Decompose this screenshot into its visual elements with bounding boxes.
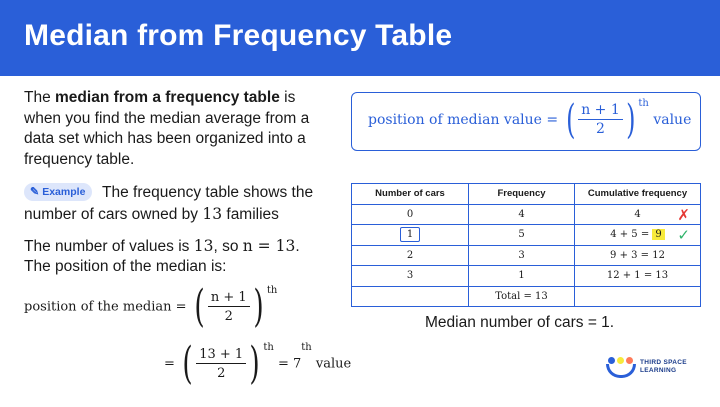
formula-fraction [578,103,623,137]
table-header-row [352,184,701,205]
median-row-highlight: 1 [400,227,420,242]
fraction-n-plus-1 [208,290,250,324]
example-badge [24,183,92,201]
logo-dot-icon [608,357,615,364]
value-word: value [311,356,352,372]
header-cumulative-frequency: Cumulative frequency [575,184,701,205]
formula-value-word: value [653,112,692,128]
frequency-cell: 1 [469,266,575,287]
frequency-cell: 3 [469,245,575,266]
cumulative-sum: 4 + 5 = [610,229,653,241]
header-number-of-cars: Number of cars [352,184,469,205]
fraction-numerator: n + 1 [208,290,250,307]
example-badge-label: Example [42,186,86,198]
intro-part2: is when you find the median average from a data set which has been organized into a frequency table. [24,89,310,168]
example-n-equation: n = 13 [242,237,296,255]
ordinal-suffix: th [638,98,649,109]
median-position-formula [24,281,278,332]
header-frequency: Frequency [469,184,575,205]
logo-dot-icon [617,357,624,364]
fraction-denominator: 2 [224,309,233,324]
cumulative-value: 4 [634,208,641,220]
fraction-numerator: 13 + 1 [196,347,246,364]
example-line-3-period: . [295,238,300,255]
example-line-2-text: number of cars owned by [24,206,203,223]
equals-sign: = [164,356,175,372]
ordinal-suffix: th [266,285,278,296]
logo-line-2: LEARNING [640,367,677,374]
example-value-count: 13 [193,237,214,255]
example-line-3-text: The number of values is [24,238,194,255]
total-cell: Total = 13 [469,286,575,307]
intro-bold-term: median from a frequency table [55,89,280,106]
formula [368,98,691,142]
cars-cell: 0 [352,204,469,225]
intro-part1: The [24,89,56,106]
pencil-icon: ✎ [30,186,40,198]
median-position-label: position of the median = [24,299,187,315]
frequency-cell: 5 [469,225,575,246]
formula-label: position of median value = [368,112,559,128]
example-line-3 [24,237,300,256]
table-total-row [352,286,701,307]
example-family-count: 13 [202,205,223,223]
logo-dot-icon [626,357,633,364]
cars-cell: 3 [352,266,469,287]
empty-cell [352,286,469,307]
left-paren: ( [194,281,205,332]
empty-cell [575,286,701,307]
example-line-2-end: families [222,206,279,223]
fraction-numerator: n + 1 [578,103,623,120]
example-line-2 [24,205,279,224]
cumulative-cell [575,225,701,246]
example-line-3-so: , so [213,238,243,255]
ordinal-suffix: th [263,342,274,353]
cumulative-cell: 12 + 1 = 13 [575,266,701,287]
title-banner [0,0,720,76]
left-paren: ( [182,338,193,389]
median-position-result: = 7 [277,356,302,372]
cumulative-cell: 9 + 3 = 12 [575,245,701,266]
page-title: Median from Frequency Table [24,19,453,52]
example-line-1: The frequency table shows the [102,184,314,201]
fraction-denominator: 2 [596,121,605,137]
table-row [352,225,701,246]
right-paren: ) [625,97,636,143]
logo-text [640,359,687,375]
example-line-4: The position of the median is: [24,258,227,275]
cross-icon: ✗ [677,205,690,224]
frequency-table [351,183,701,307]
median-position-calculation [164,338,352,389]
frequency-cell: 4 [469,204,575,225]
right-paren: ) [249,338,260,389]
result-text: Median number of cars = 1. [425,314,615,331]
table-row [352,245,701,266]
table-row [352,204,701,225]
ordinal-suffix: th [301,342,312,353]
logo-arc-icon [606,364,636,378]
formula-box [351,92,701,151]
fraction-denominator: 2 [217,366,226,381]
right-paren: ) [253,281,264,332]
fraction-13-plus-1 [196,347,246,381]
cars-cell: 2 [352,245,469,266]
third-space-learning-logo [606,356,706,378]
check-icon: ✓ [677,226,690,244]
table-row [352,266,701,287]
cars-cell [352,225,469,246]
intro-text [24,88,329,170]
cumulative-cell [575,204,701,225]
logo-line-1: THIRD SPACE [640,359,687,366]
cumulative-highlight: 9 [652,229,664,240]
left-paren: ( [565,97,576,143]
